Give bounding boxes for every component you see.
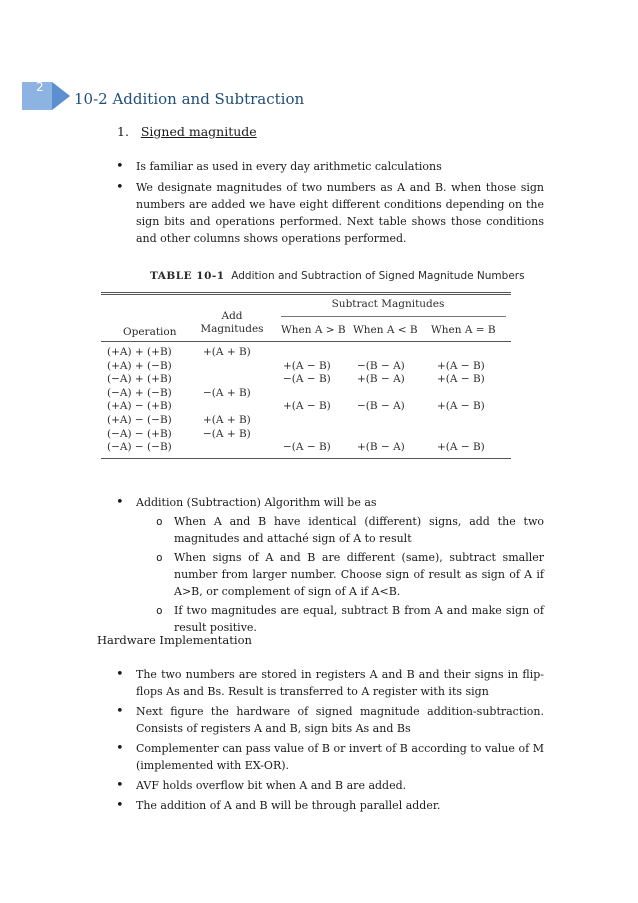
table-cell-op: (+A) + (−B) [107, 359, 172, 372]
list-item: • Next figure the hardware of signed magnitude addition-subtraction. Consists of registers A and B, sign bits As and Bs [116, 703, 544, 737]
table-cell-add: −(A + B) [203, 386, 251, 399]
table-cell-eq: +(A − B) [437, 359, 485, 372]
hardware-bullet-list [116, 666, 544, 814]
table-cell-eq: +(A − B) [437, 400, 485, 413]
list-item: • AVF holds overflow bit when A and B are added. [116, 777, 544, 794]
algorithm-step: o When A and B have identical (different) signs, add the two magnitudes and attaché sign of A to result [156, 513, 544, 547]
table-cell-op: (+A) − (−B) [107, 414, 172, 426]
list-item: • Addition (Subtraction) Algorithm will be as [116, 494, 544, 511]
table-cell-op: (+A) − (+B) [107, 400, 172, 413]
table-cell-lt: −(B − A) [357, 359, 405, 372]
table-header-rule [101, 341, 511, 342]
table-caption [150, 270, 525, 282]
table-cell-gt: −(A − B) [283, 373, 331, 386]
page-number-badge [22, 76, 70, 116]
table-cell-op: (−A) − (−B) [107, 441, 172, 454]
table-top-rule-2 [101, 294, 511, 295]
table-caption-text: Addition and Subtraction of Signed Magnitude Numbers [231, 270, 525, 282]
table-cell-add: +(A + B) [203, 346, 251, 358]
hardware-heading: Hardware Implementation [97, 633, 252, 647]
table-bottom-rule [101, 458, 511, 459]
col-eq-header: When A = B [431, 324, 496, 336]
algorithm-step: o If two magnitudes are equal, subtract B from A and make sign of result positive. [156, 602, 544, 636]
table-cell-add: +(A + B) [203, 414, 251, 426]
table-cell-op: (+A) + (+B) [107, 346, 172, 358]
group-header-rule [281, 316, 506, 317]
table-cell-lt: +(B − A) [357, 373, 405, 386]
group-header: Subtract Magnitudes [331, 298, 445, 310]
numbered-item [117, 124, 257, 139]
table-cell-add: −(A + B) [203, 427, 251, 440]
table-cell-op: (−A) + (+B) [107, 373, 172, 386]
col-operation-header: Operation [123, 326, 177, 338]
table-cell-eq: +(A − B) [437, 441, 485, 454]
table-cell-gt: +(A − B) [283, 359, 331, 372]
list-item: • We designate magnitudes of two numbers as A and B. when those sign numbers are added we have eight different conditions depending on the sign bits and operations performed. Next table shows those conditions and other columns shows operations performed. [116, 179, 544, 247]
table-cell-gt: +(A − B) [283, 400, 331, 413]
list-item: • Is familiar as used in every day arithmetic calculations [116, 158, 544, 175]
section-heading: 10-2 Addition and Subtraction [74, 90, 305, 108]
algorithm-list [116, 494, 544, 636]
intro-bullet-list [116, 158, 544, 247]
col-lt-header: When A < B [353, 324, 418, 336]
table-cell-op: (−A) + (−B) [107, 386, 172, 399]
numbered-item-number: 1. [117, 124, 129, 139]
table-caption-label: TABLE 10-1 [150, 270, 225, 282]
algorithm-step: o When signs of A and B are different (same), subtract smaller number from larger number. Choose sign of result as sign of A if A>B, or complement of sign of A if A<B. [156, 549, 544, 600]
page-number: 2 [36, 80, 44, 94]
col-gt-header: When A > B [281, 324, 346, 336]
list-item: • The two numbers are stored in registers A and B and their signs in flip-flops As and Bs. Result is transferred to A register with its sign [116, 666, 544, 700]
list-item: • The addition of A and B will be through parallel adder. [116, 797, 544, 814]
signed-magnitude-table [101, 270, 525, 465]
table-cell-eq: +(A − B) [437, 373, 485, 386]
table-cell-gt: −(A − B) [283, 441, 331, 454]
list-item: • Complementer can pass value of B or invert of B according to value of M (implemented with EX-OR). [116, 740, 544, 774]
numbered-item-text: Signed magnitude [140, 124, 257, 139]
table-cell-lt: −(B − A) [357, 400, 405, 413]
table-top-rule [101, 292, 511, 293]
table-cell-lt: +(B − A) [357, 441, 405, 454]
col-add-header: Add Magnitudes [200, 310, 264, 335]
table-cell-op: (−A) − (+B) [107, 427, 172, 440]
